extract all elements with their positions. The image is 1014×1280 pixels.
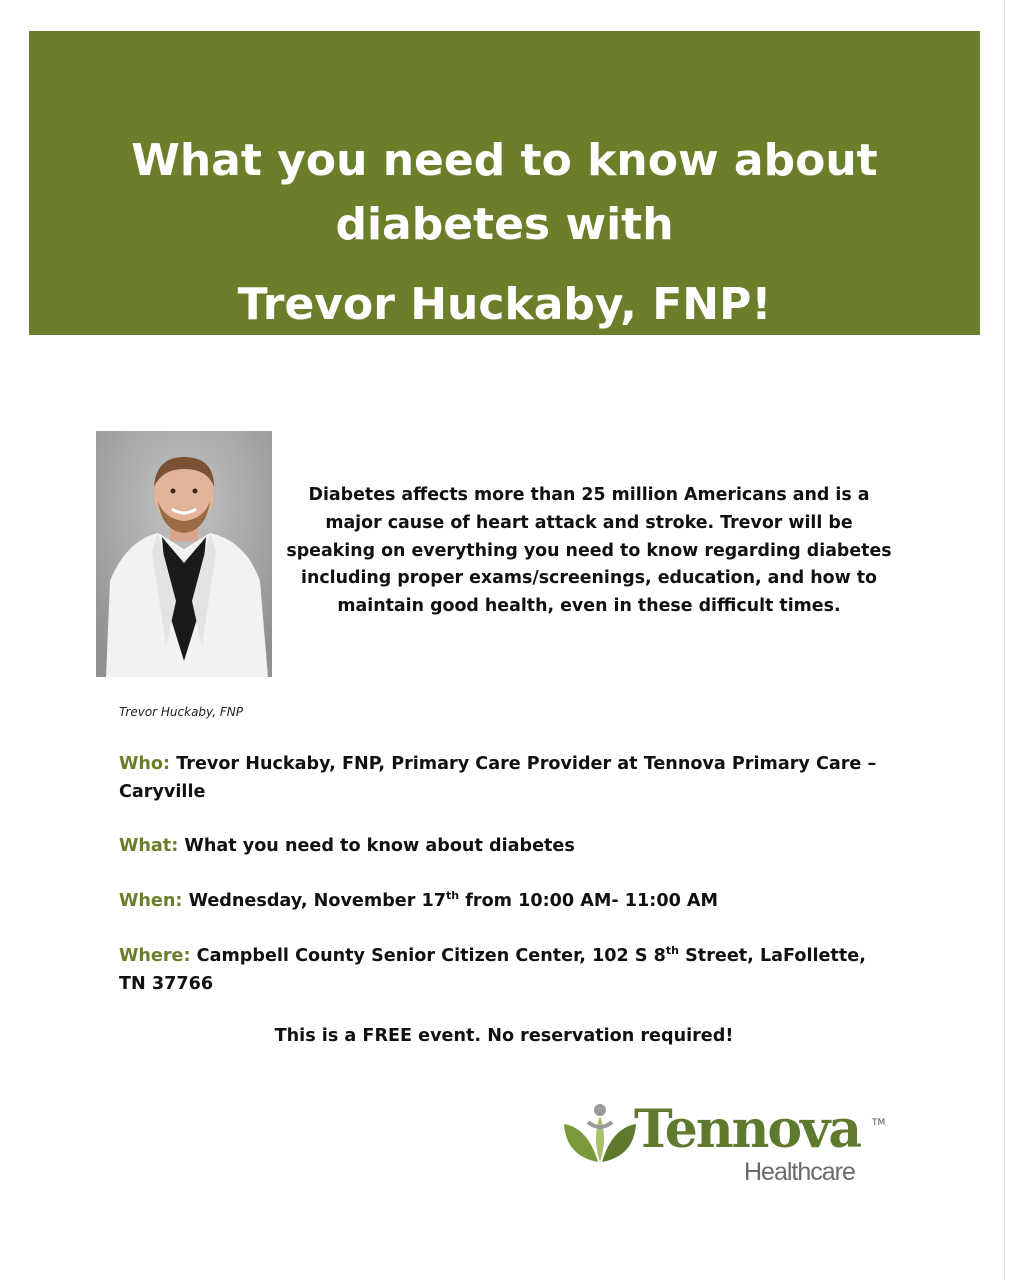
- when-time: from 10:00 AM- 11:00 AM: [465, 891, 719, 911]
- photo-caption: Trevor Huckaby, FNP: [119, 705, 243, 719]
- free-event-notice: This is a FREE event. No reservation required!: [274, 1026, 734, 1046]
- where-address-part-2: Street, LaFollette, TN 37766: [119, 946, 866, 994]
- logo-wordmark: Tennova: [634, 1099, 861, 1160]
- where-label: Where:: [119, 946, 191, 966]
- what-label: What:: [119, 836, 179, 856]
- banner-title-line-1: What you need to know about: [131, 135, 878, 186]
- where-address-part-1: Campbell County Senior Citizen Center, 102 S 8: [196, 946, 666, 966]
- banner-title-line-3: Trevor Huckaby, FNP!: [237, 279, 772, 330]
- leaf-person-icon: [562, 1102, 638, 1166]
- who-text: Trevor Huckaby, FNP, Primary Care Provider at Tennova Primary Care – Caryville: [119, 754, 877, 802]
- where-street-suffix: th: [665, 944, 679, 958]
- when-date: Wednesday, November 17: [188, 891, 447, 911]
- when-date-suffix: th: [446, 889, 460, 903]
- who-line: [119, 750, 879, 806]
- who-label: Who:: [119, 754, 171, 774]
- title-banner: [29, 31, 980, 335]
- when-line: [119, 887, 879, 915]
- intro-paragraph: Diabetes affects more than 25 million Americans and is a major cause of heart attack and stroke. Trevor will be speaking on everything you need to know regarding diabetes including proper exams/screenings, education, and how to maintain good health, even in these difficult times.: [286, 485, 892, 617]
- what-text: What you need to know about diabetes: [184, 836, 575, 856]
- logo-trademark: TM: [872, 1118, 886, 1128]
- where-line: [119, 942, 879, 998]
- banner-title-line-2: diabetes with: [335, 199, 674, 250]
- page-edge-line: [1004, 0, 1005, 1280]
- speaker-photo: [96, 431, 272, 677]
- what-line: [119, 832, 879, 860]
- tennova-logo: [562, 1098, 892, 1193]
- when-label: When:: [119, 891, 183, 911]
- logo-subtitle: Healthcare: [744, 1158, 855, 1186]
